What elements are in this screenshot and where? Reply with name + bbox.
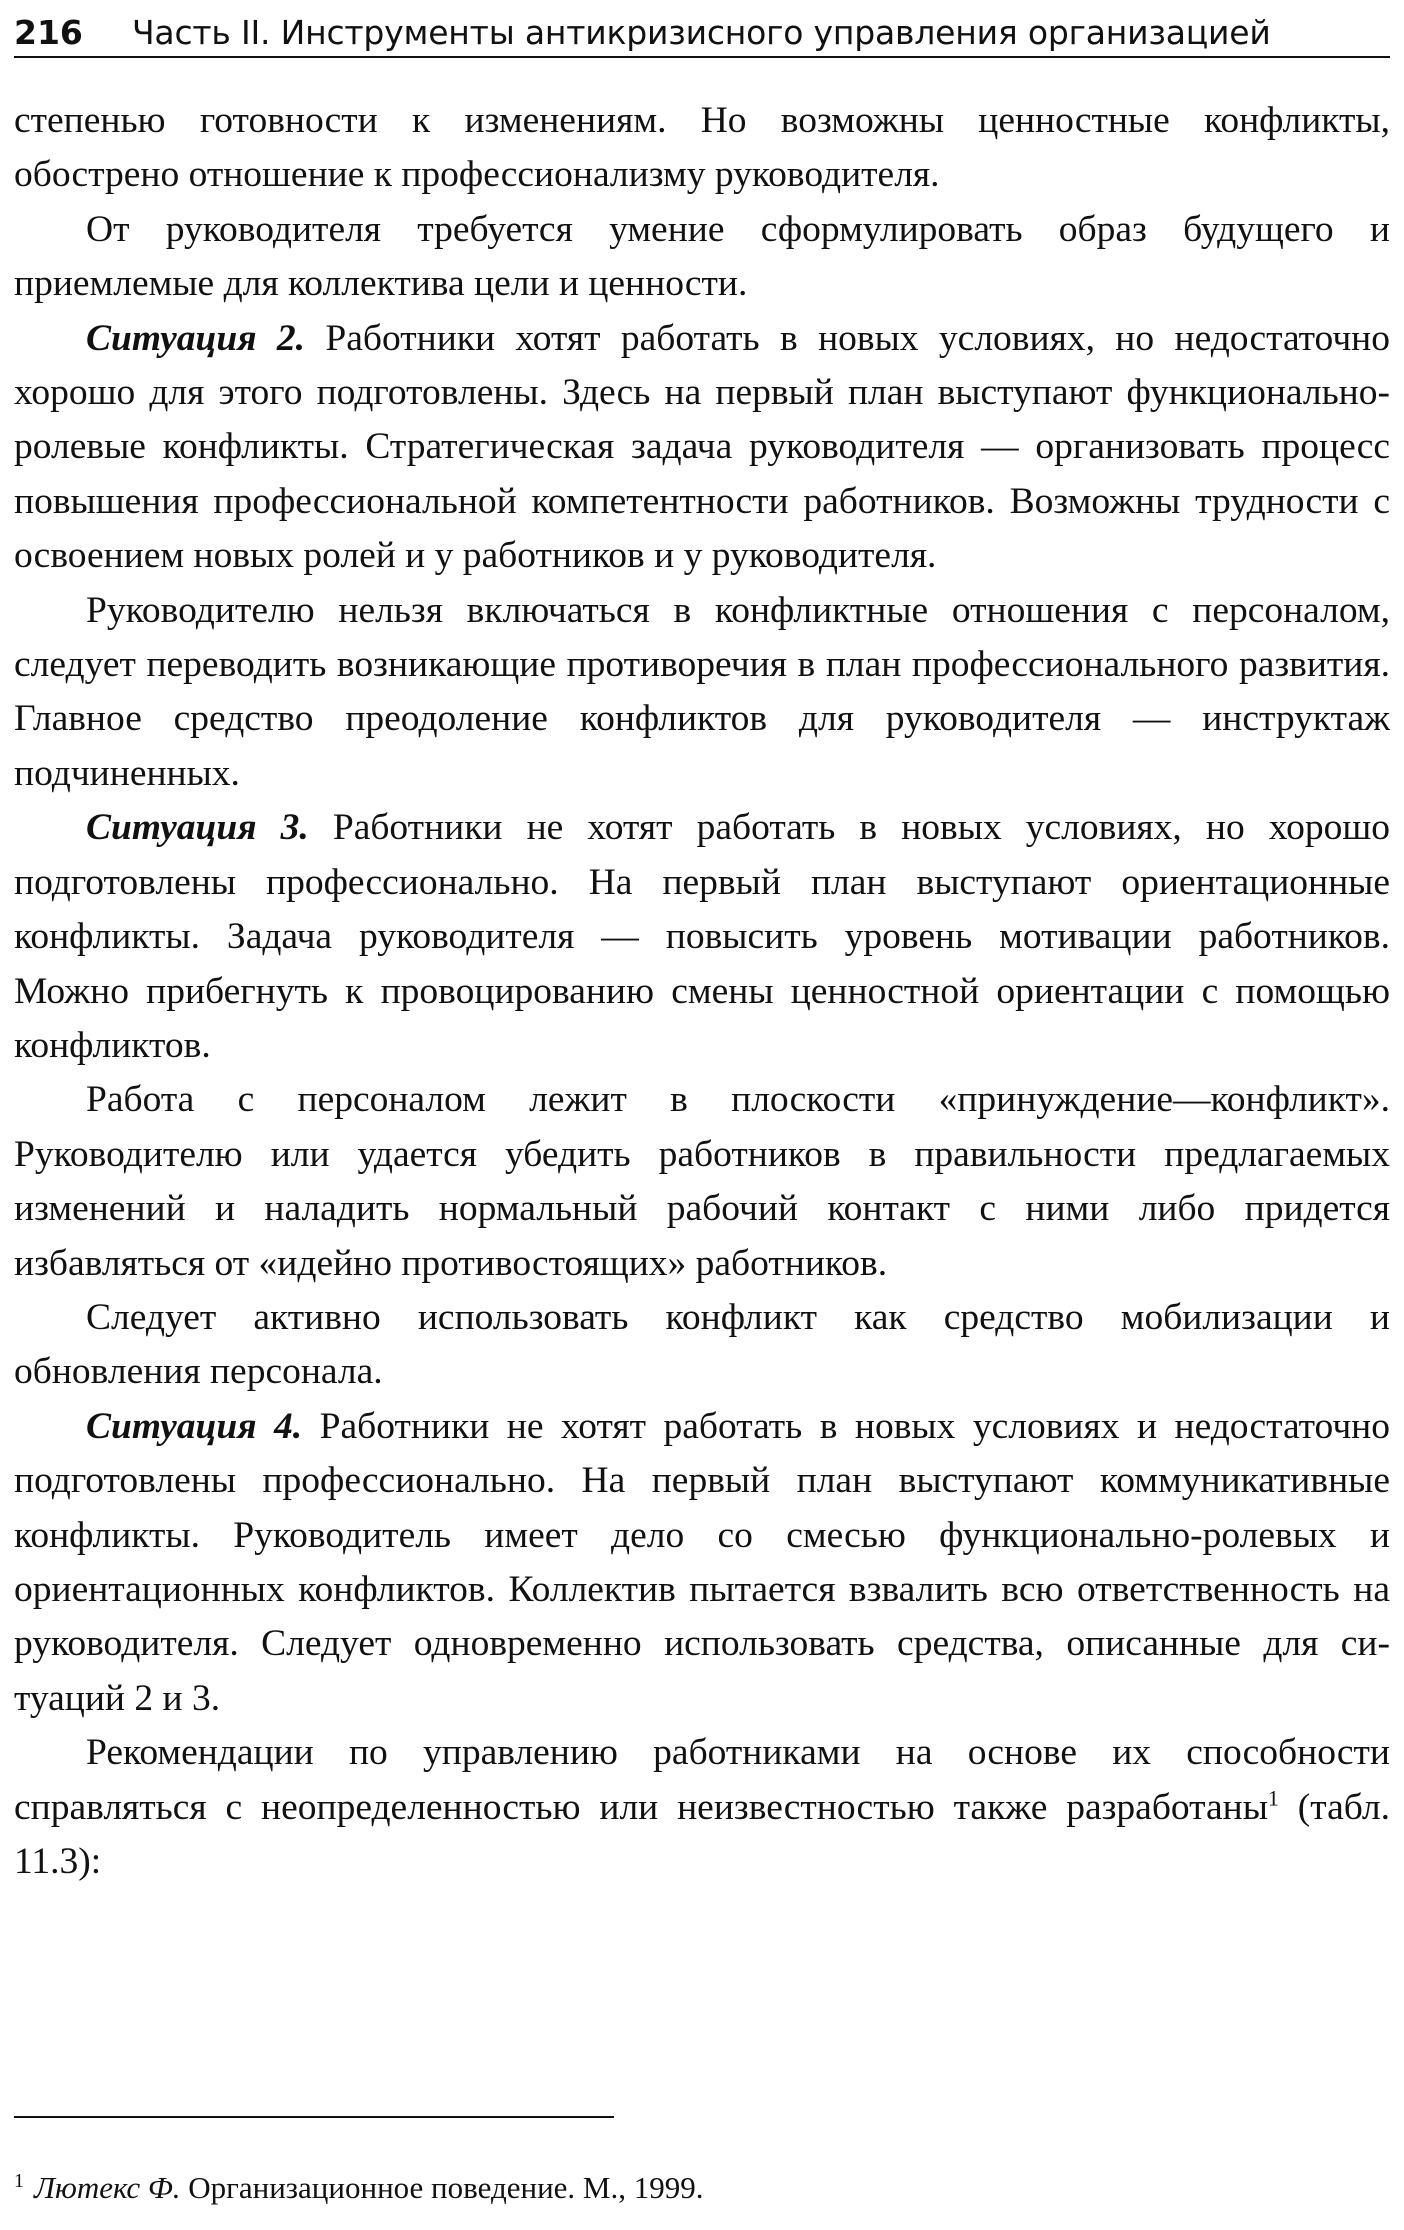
situation-lead: Ситуация 2.: [86, 317, 306, 359]
footnote-divider: [14, 2116, 614, 2118]
paragraph: [14, 1726, 1390, 1889]
paragraph-text: Работа с персоналом лежит в плоскости «принуждение—конфликт». Руководителю или удается убедить работников в правильности предлагаемых изменений и наладить нормальный рабочий контакт с ними либо придется избавляться от «идейно противостоящих» работников.: [14, 1079, 1390, 1284]
paragraph-situation-3: [14, 801, 1390, 1073]
paragraph-text: Работники не хотят работать в новых условиях, но хорошо подготовлены профессионально. На первый план выступают ориентационные конфликты. Задача руководителя — повысить уровень мотивации работников. Можно прибегнуть к провоцированию смены ценностной ориентации с помощью конфликтов.: [14, 807, 1390, 1066]
paragraph-tail: (табл. 11.3):: [14, 1786, 1390, 1882]
running-header: [14, 10, 1390, 58]
footnote-text: Организационное поведение. М., 1999.: [188, 2170, 704, 2205]
paragraph-text: Работники не хотят работать в новых условиях и недостаточно подготовлены профессионально. На первый план выступают коммуникативные конфликты. Руководитель имеет дело со смесью функционально-ролевых и ориентационных конфликтов. Коллектив пытается взвалить всю ответственность на руководителя. Следует одновременно использовать средства, описанные для ситуаций 2 и 3.: [14, 1405, 1391, 1719]
paragraph: [14, 203, 1390, 312]
paragraph-situation-2: [14, 312, 1390, 584]
book-page: [14, 0, 1390, 2230]
paragraph-text: От руководителя требуется умение сформулировать образ будущего и приемлемые для коллектива цели и ценности.: [14, 208, 1390, 305]
situation-lead: Ситуация 3.: [86, 807, 309, 849]
page-number: 216: [14, 13, 83, 52]
paragraph-text: степенью готовности к изменениям. Но возможны ценностные конфликты, обострено отношение к профессионализму руководителя.: [14, 100, 1390, 196]
paragraph: [14, 1073, 1390, 1291]
footnote: [14, 2168, 1390, 2208]
paragraph: [14, 584, 1390, 802]
paragraph-text: Работники хотят работать в новых условиях, но недостаточно хорошо для этого подготовлены. Здесь на первый план выступают функционально-ролевые конфликты. Стратегическая задача руководителя — организовать процесс повышения профессиональной компетентности работников. Возможны трудности с освоением новых ролей и у работников и у руководителя.: [14, 317, 1390, 577]
footnote-author: Лютекс Ф.: [34, 2170, 181, 2205]
paragraph-situation-4: [14, 1400, 1390, 1726]
footnote-reference: 1: [1267, 1785, 1279, 1811]
paragraph: [14, 1291, 1390, 1400]
situation-lead: Ситуация 4.: [86, 1405, 303, 1447]
paragraph-text: Следует активно использовать конфликт как средство мобилизации и обновления персонала.: [14, 1296, 1390, 1393]
paragraph: [14, 94, 1390, 203]
paragraph-text: Руководителю нельзя включаться в конфликтные отношения с персоналом, следует переводить возникающие противоречия в план профессионального развития. Главное средство преодоление конфликтов для руководителя — инструктаж подчиненных.: [14, 589, 1390, 794]
paragraph-text: Рекомендации по управлению работниками на основе их способности справляться с неопределенностью или неизвестностью также разработаны: [14, 1732, 1390, 1828]
footnote-mark: 1: [14, 2169, 24, 2192]
running-title: Часть II. Инструменты антикризисного управления организацией: [132, 13, 1271, 52]
body-text: [14, 94, 1390, 1889]
